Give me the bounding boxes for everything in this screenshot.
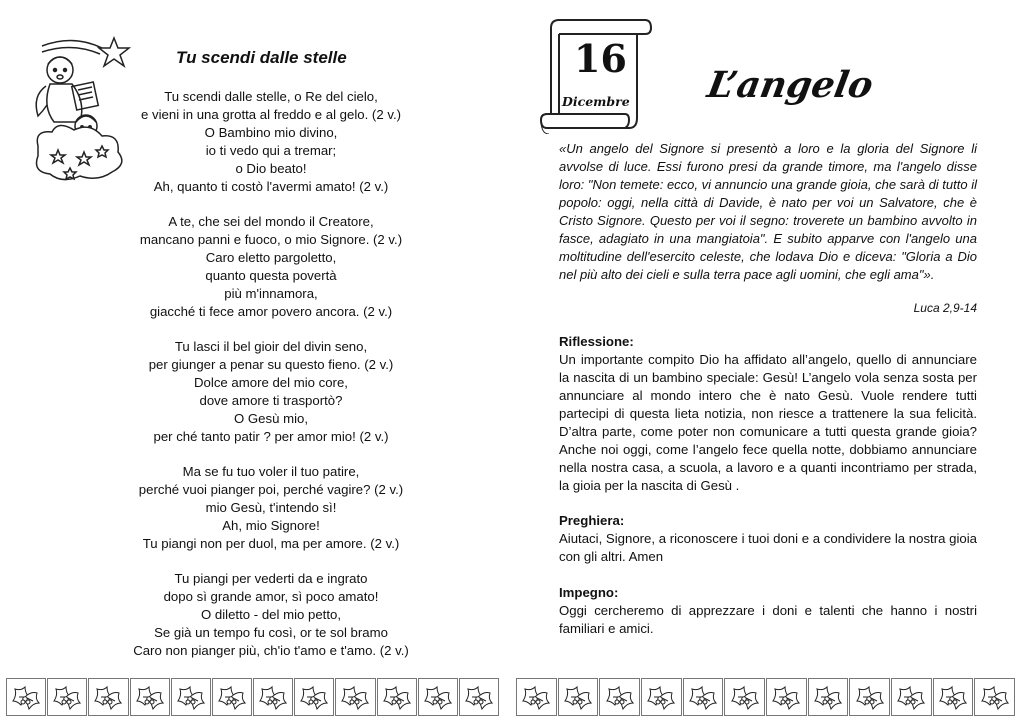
lyric-line: Tu scendi dalle stelle, o Re del cielo, xyxy=(164,89,378,104)
lyric-line: giacché ti fece amor povero ancora. (2 v.) xyxy=(149,304,393,319)
holly-icon xyxy=(459,678,499,716)
lyric-line: Se già un tempo fu così, or te sol bramo xyxy=(154,625,388,640)
lyric-line: O diletto - del mio petto, xyxy=(200,607,341,622)
holly-icon xyxy=(683,678,724,716)
riflessione-section xyxy=(559,333,977,495)
page-title: L’angelo xyxy=(704,64,877,106)
lyric-line: mancano panni e fuoco, o mio Signore. (2 v.) xyxy=(139,232,403,247)
lyric-line: Ah, quanto ti costò l'avermi amato! (2 v.) xyxy=(153,179,389,194)
lyric-line: e vieni in una grotta al freddo e al gelo. (2 v.) xyxy=(141,107,401,122)
lyric-line: Tu piangi non per duol, ma per amore. (2 v.) xyxy=(142,536,400,551)
impegno-section xyxy=(559,584,977,638)
lyric-line: Caro non pianger più, ch'io t'amo e t'amo. (2 v.) xyxy=(133,643,409,658)
lyric-line: Tu piangi per vederti da e ingrato xyxy=(174,571,368,586)
holly-icon xyxy=(130,678,170,716)
holly-icon xyxy=(88,678,128,716)
holly-icon xyxy=(171,678,211,716)
holly-icon xyxy=(808,678,849,716)
stanza xyxy=(96,463,446,553)
lyric-line: per ché tanto patir ? per amor mio! (2 v.) xyxy=(153,429,389,444)
impegno-heading: Impegno: xyxy=(559,585,619,600)
lyric-line: Dolce amore del mio core, xyxy=(194,375,348,390)
lyric-line: o Dio beato! xyxy=(235,161,307,176)
lyric-line: dopo sì grande amor, sì poco amato! xyxy=(163,589,379,604)
lyric-line: mio Gesù, t'intendo sì! xyxy=(205,500,337,515)
riflessione-text: Un importante compito Dio ha affidato all’angelo, quello di annunciare la nascita di un bambino speciale: Gesù! L’angelo vola senza sosta per annunciare al mondo intero che è nato Gesù. Vuole rendere tutti partecipi di questa lieta notizia, non riesce a trattenere la sua felicità. D’altra parte, come poter non comunicare a tutti questa grande gioia? Anche noi oggi, come l’angelo fece quella notte, dobbiamo annunciare nella nostra casa, a scuola, a lavoro e a quanti incontriamo per strada, la gioia per la nascita di Gesù . xyxy=(559,352,977,493)
lyric-line: dove amore ti trasportò? xyxy=(199,393,343,408)
gospel-passage: «Un angelo del Signore si presentò a loro e la gloria del Signore li avvolse di luce. Essi furono presi da grande timore, ma l'angelo disse loro: "Non temete: ecco, vi annuncio una grande gioia, che sarà di tutto il popolo: oggi, nella città di Davide, è nato per voi un Salvatore, che è Cristo Signore. Questo per voi il segno: troverete un bambino avvolto in fasce, adagiato in una mangiatoia". E subito apparve con l'angelo una moltitudine dell'esercito celeste, che lodava Dio e diceva: "Gloria a Dio nel più alto dei cieli e sulla terra pace agli uomini, che egli ama"». xyxy=(559,141,977,282)
lyric-line: quanto questa povertà xyxy=(205,268,337,283)
stanza xyxy=(96,570,446,660)
holly-icon xyxy=(294,678,334,716)
holly-border-right xyxy=(516,678,1016,716)
lyric-line: Ma se fu tuo voler il tuo patire, xyxy=(182,464,360,479)
holly-icon xyxy=(335,678,375,716)
stanza xyxy=(96,213,446,321)
lyric-line: per giunger a penar su questo fieno. (2 v.) xyxy=(148,357,394,372)
preghiera-heading: Preghiera: xyxy=(559,513,625,528)
lyric-line: io ti vedo qui a tremar; xyxy=(205,143,337,158)
holly-icon xyxy=(641,678,682,716)
lyric-line: O Gesù mio, xyxy=(233,411,309,426)
holly-icon xyxy=(933,678,974,716)
gospel-reference: Luca 2,9-14 xyxy=(913,301,977,315)
calendar-day: 16 xyxy=(574,36,627,81)
lyric-line: Ah, mio Signore! xyxy=(222,518,320,533)
holly-icon xyxy=(558,678,599,716)
holly-icon xyxy=(253,678,293,716)
preghiera-section xyxy=(559,512,977,566)
lyric-line: O Bambino mio divino, xyxy=(204,125,338,140)
holly-icon xyxy=(212,678,252,716)
holly-icon xyxy=(516,678,557,716)
lyric-line: A te, che sei del mondo il Creatore, xyxy=(168,214,374,229)
stanza xyxy=(96,338,446,446)
song-lyrics xyxy=(96,88,446,677)
holly-icon xyxy=(891,678,932,716)
impegno-text: Oggi cercheremo di apprezzare i doni e talenti che hanno i nostri familiari e amici. xyxy=(559,603,977,636)
calendar-month: Dicembre xyxy=(562,94,630,109)
lyric-line: Tu lasci il bel gioir del divin seno, xyxy=(174,339,368,354)
holly-border-left xyxy=(6,678,500,716)
preghiera-text: Aiutaci, Signore, a riconoscere i tuoi doni e a condividere la nostra gioia con gli altri. Amen xyxy=(559,531,977,564)
song-title: Tu scendi dalle stelle xyxy=(176,48,347,67)
stanza xyxy=(96,88,446,196)
holly-icon xyxy=(849,678,890,716)
holly-icon xyxy=(6,678,46,716)
holly-icon xyxy=(724,678,765,716)
holly-icon xyxy=(377,678,417,716)
lyric-line: perché vuoi pianger poi, perché vagire? (2 v.) xyxy=(138,482,404,497)
lyric-line: Caro eletto pargoletto, xyxy=(205,250,337,265)
holly-icon xyxy=(418,678,458,716)
holly-icon xyxy=(974,678,1015,716)
holly-icon xyxy=(47,678,87,716)
riflessione-heading: Riflessione: xyxy=(559,334,634,349)
holly-icon xyxy=(766,678,807,716)
holly-icon xyxy=(599,678,640,716)
lyric-line: più m'innamora, xyxy=(224,286,318,301)
